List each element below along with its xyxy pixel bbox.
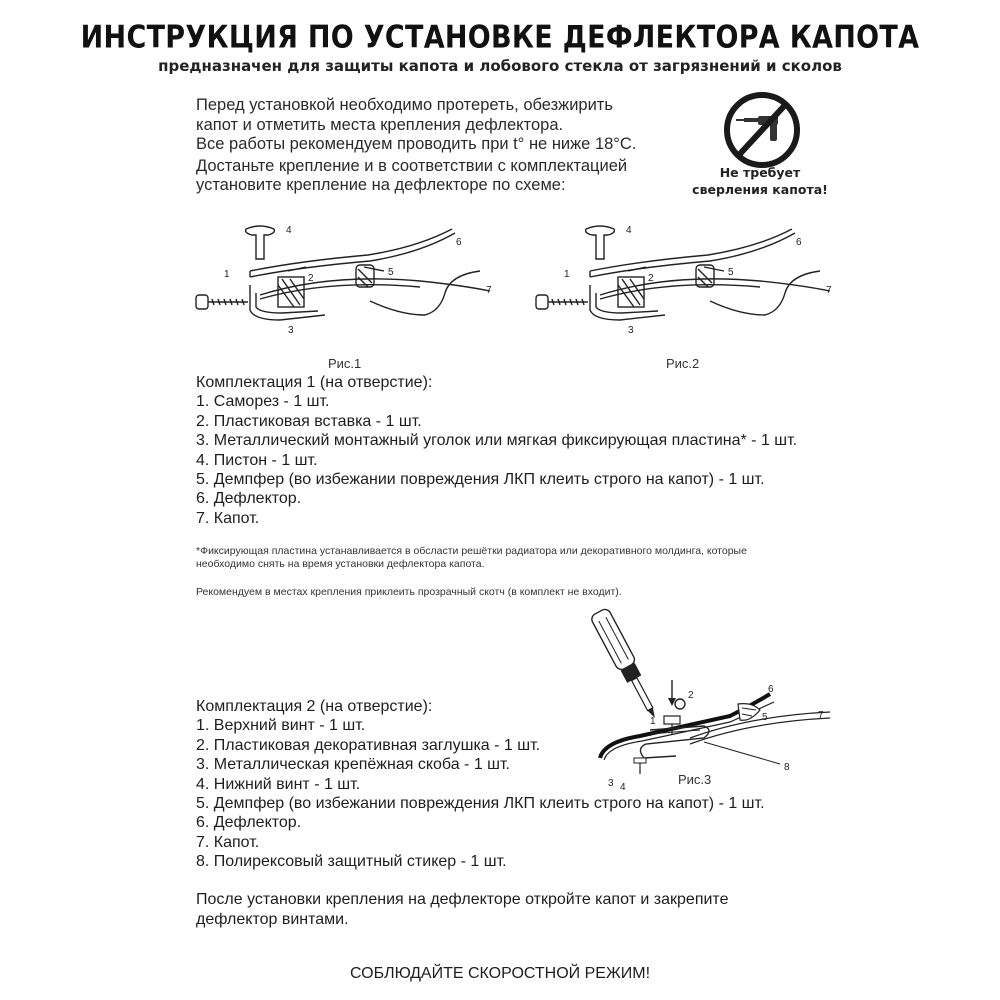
figure-2-label: 7 <box>826 285 832 296</box>
kit-1-list <box>196 373 797 528</box>
kit-2-heading: Комплектация 2 (на отверстие): <box>196 698 433 715</box>
intro-line: Достаньте крепление и в соответствии с комплектацией <box>196 156 628 175</box>
footnote <box>196 545 747 571</box>
intro-line: Все работы рекомендуем проводить при t° не ниже 18°C. <box>196 135 637 153</box>
kit-2-item: 5. Демпфер (во избежании повреждения ЛКП клеить строго на капот) - 1 шт. <box>196 795 765 813</box>
figure-1-label: 4 <box>286 225 292 236</box>
figure-1-label: 7 <box>486 285 492 296</box>
figure-3-label: 3 <box>608 778 614 789</box>
figure-1-label: 5 <box>388 267 394 278</box>
kit-2-item: 2. Пластиковая декоративная заглушка - 1 шт. <box>196 736 541 754</box>
intro-text <box>196 96 636 196</box>
figure-3-caption: Рис.3 <box>678 772 712 787</box>
tape-note: Рекомендуем в местах крепления приклеить прозрачный скотч (в комплект не входит). <box>196 586 622 598</box>
kit-2-item: 6. Дефлектор. <box>196 814 302 832</box>
kit-1-item: 3. Металлический монтажный уголок или мягкая фиксирующая пластина* - 1 шт. <box>196 432 798 450</box>
figure-3-label: 2 <box>688 690 694 701</box>
kit-1-item: 1. Саморез - 1 шт. <box>196 393 330 411</box>
figure-3-label: 4 <box>620 782 626 793</box>
figure-3-label: 1 <box>650 716 656 727</box>
page-title: ИНСТРУКЦИЯ ПО УСТАНОВКЕ ДЕФЛЕКТОРА КАПОТА <box>80 19 920 56</box>
figure-3-label: 6 <box>768 684 774 695</box>
kit-1-item: 2. Пластиковая вставка - 1 шт. <box>196 412 422 430</box>
no-drilling-caption-line: Не требует <box>719 165 801 180</box>
kit-1-item: 5. Демпфер (во избежании повреждения ЛКП клеить строго на капот) - 1 шт. <box>196 471 765 489</box>
figure-2-label: 6 <box>796 237 802 248</box>
no-drilling-icon <box>722 90 802 170</box>
kit-2-item: 3. Металлическая крепёжная скоба - 1 шт. <box>196 756 510 774</box>
figure-2-label: 4 <box>626 225 632 236</box>
kit-2-item: 8. Полирексовый защитный стикер - 1 шт. <box>196 853 507 871</box>
figure-3-label: 5 <box>762 712 768 723</box>
intro-line: установите крепление на дефлекторе по схеме: <box>196 176 566 194</box>
kit-2-list <box>196 697 765 872</box>
footnote-line: *Фиксирующая пластина устанавливается в обсласти решётки радиатора или декоративного молдинга, которые <box>196 545 747 557</box>
figure-2-label: 2 <box>648 273 654 284</box>
kit-1-heading: Комплектация 1 (на отверстие): <box>196 374 433 391</box>
final-instruction <box>196 890 728 930</box>
figure-1-label: 1 <box>224 269 230 280</box>
figure-2-label: 1 <box>564 269 570 280</box>
kit-1-item: 4. Пистон - 1 шт. <box>196 451 318 469</box>
no-drilling-caption-line: сверления капота! <box>692 182 828 197</box>
figure-2-label: 5 <box>728 267 734 278</box>
final-instruction-line: После установки крепления на дефлекторе откройте капот и закрепите <box>196 891 729 908</box>
intro-line: капот и отметить места крепления дефлектора. <box>196 115 564 134</box>
kit-2-item: 1. Верхний винт - 1 шт. <box>196 717 366 735</box>
speed-warning: СОБЛЮДАЙТЕ СКОРОСТНОЙ РЕЖИМ! <box>349 965 651 982</box>
kit-2-item: 4. Нижний винт - 1 шт. <box>196 775 361 793</box>
figure-1-label: 6 <box>456 237 462 248</box>
figure-2-diagram <box>530 215 840 345</box>
no-drilling-caption <box>680 164 840 198</box>
kit-1-item: 7. Капот. <box>196 509 260 527</box>
kit-1-item: 6. Дефлектор. <box>196 490 302 508</box>
figure-3-label: 8 <box>784 762 790 773</box>
figure-2-caption: Рис.2 <box>666 356 700 371</box>
figure-1-label: 2 <box>308 273 314 284</box>
figure-1-caption: Рис.1 <box>328 356 362 371</box>
figure-2-label: 3 <box>628 325 634 336</box>
figure-1-diagram <box>190 215 500 345</box>
footnote-line: необходимо снять на время установки дефлектора капота. <box>196 558 485 570</box>
final-instruction-line: дефлектор винтами. <box>196 911 349 928</box>
figure-1-label: 3 <box>288 325 294 336</box>
intro-line: Перед установкой необходимо протереть, обезжирить <box>196 96 613 114</box>
figure-3-label: 7 <box>818 710 824 721</box>
page-subtitle: предназначен для защиты капота и лобового стекла от загрязнений и сколов <box>158 57 842 75</box>
kit-2-item: 7. Капот. <box>196 833 260 851</box>
